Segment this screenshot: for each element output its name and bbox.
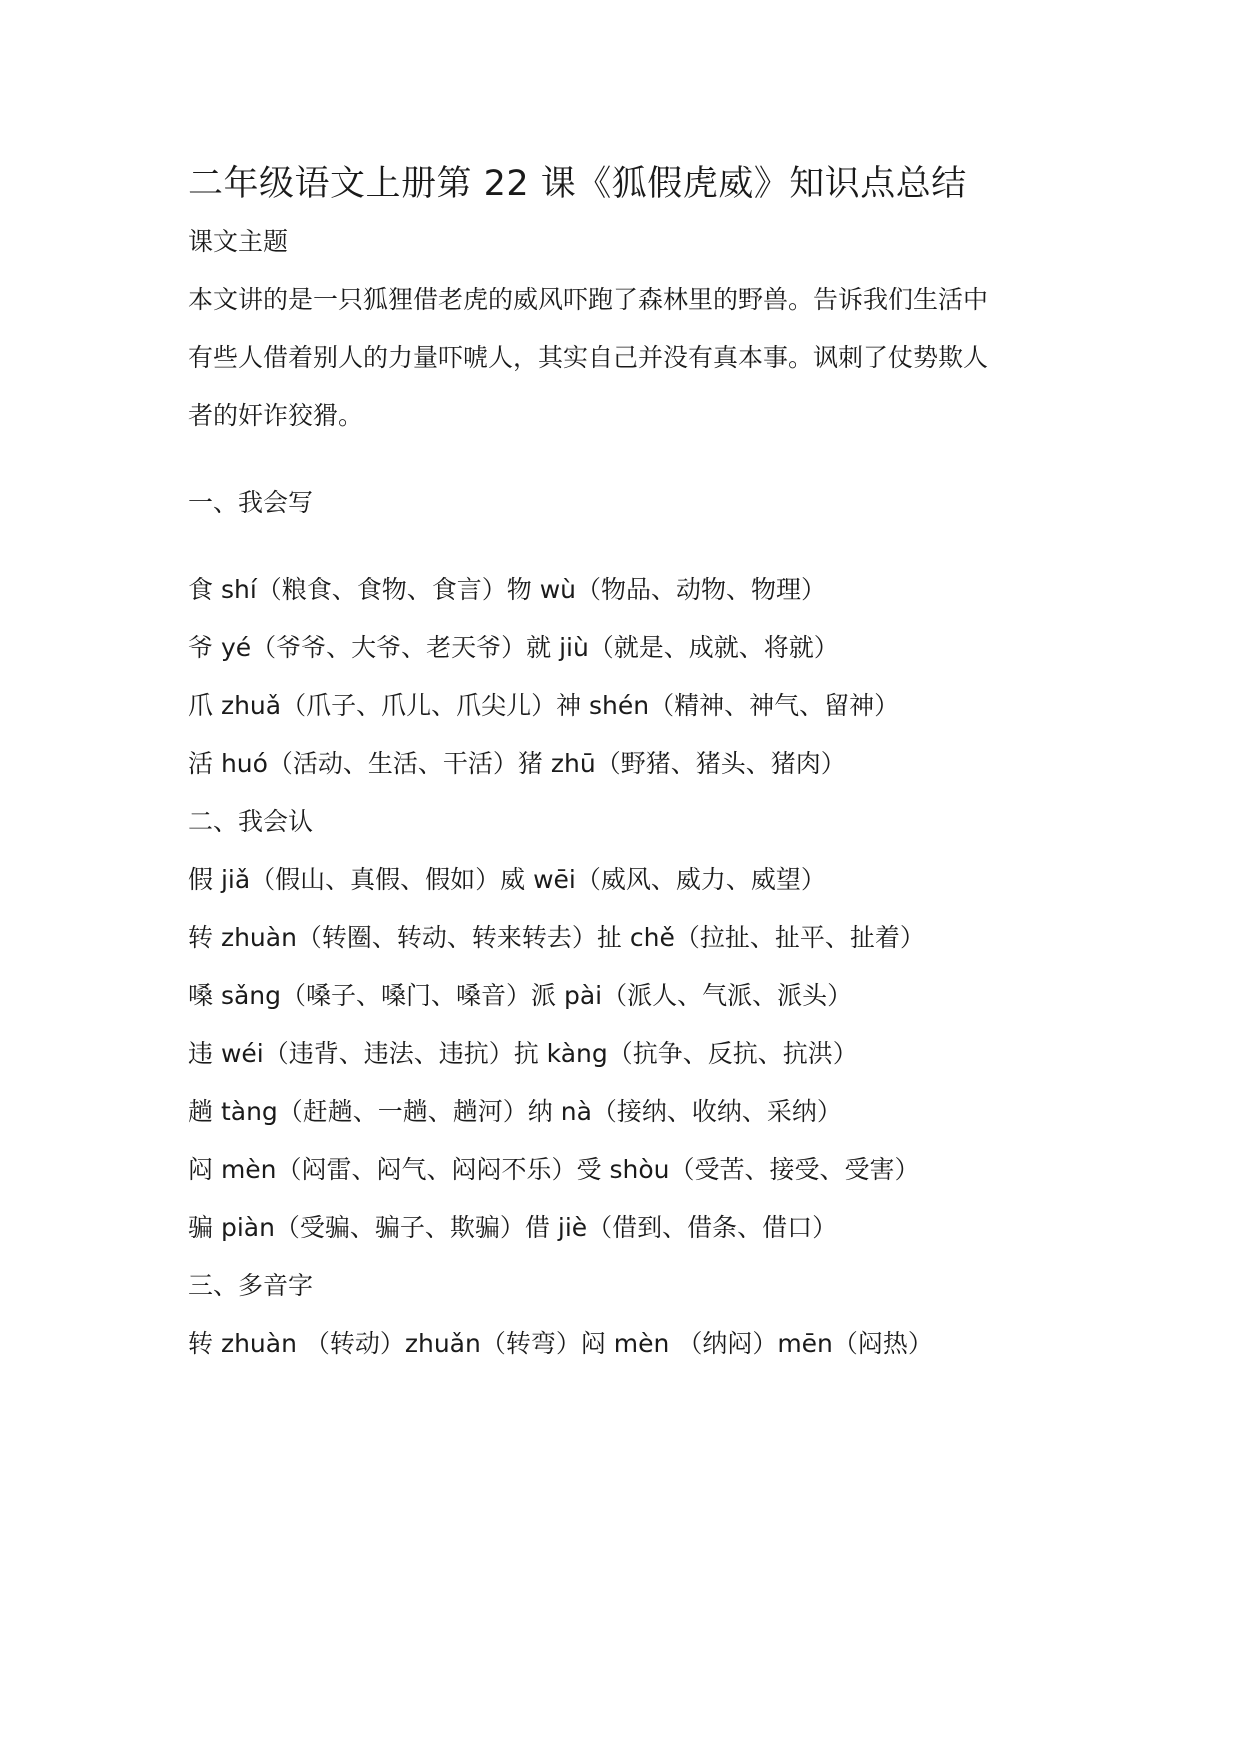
- section-heading-polyphone: 三、多音字: [188, 1271, 314, 1300]
- vocab-line: 假 jiǎ（假山、真假、假如）威 wēi（威风、威力、威望）: [188, 865, 826, 894]
- section-heading-write: 一、我会写: [188, 488, 314, 517]
- polyphone-line: 转 zhuàn （转动）zhuǎn（转弯）闷 mèn （纳闷）mēn（闷热）: [188, 1329, 933, 1358]
- section-heading-recognize: 二、我会认: [188, 807, 314, 836]
- theme-paragraph-line: 者的奸诈狡猾。: [188, 401, 364, 430]
- vocab-line: 活 huó（活动、生活、干活）猪 zhū（野猪、猪头、猪肉）: [188, 749, 846, 778]
- vocab-line: 食 shí（粮食、食物、食言）物 wù（物品、动物、物理）: [188, 575, 827, 604]
- vocab-line: 闷 mèn（闷雷、闷气、闷闷不乐）受 shòu（受苦、接受、受害）: [188, 1155, 920, 1184]
- vocab-line: 转 zhuàn（转圈、转动、转来转去）扯 chě（拉扯、扯平、扯着）: [188, 923, 925, 952]
- theme-paragraph-line: 本文讲的是一只狐狸借老虎的威风吓跑了森林里的野兽。告诉我们生活中: [188, 285, 989, 314]
- vocab-line: 爷 yé（爷爷、大爷、老天爷）就 jiù（就是、成就、将就）: [188, 633, 839, 662]
- theme-heading: 课文主题: [188, 227, 289, 256]
- vocab-line: 爪 zhuǎ（爪子、爪儿、爪尖儿）神 shén（精神、神气、留神）: [188, 691, 900, 720]
- page-title: 二年级语文上册第 22 课《狐假虎威》知识点总结: [188, 164, 967, 204]
- vocab-line: 趟 tàng（赶趟、一趟、趟河）纳 nà（接纳、收纳、采纳）: [188, 1097, 842, 1126]
- vocab-line: 骗 piàn（受骗、骗子、欺骗）借 jiè（借到、借条、借口）: [188, 1213, 838, 1242]
- vocab-line: 嗓 sǎng（嗓子、嗓门、嗓音）派 pài（派人、气派、派头）: [188, 981, 853, 1010]
- vocab-line: 违 wéi（违背、违法、违抗）抗 kàng（抗争、反抗、抗洪）: [188, 1039, 858, 1068]
- theme-paragraph-line: 有些人借着别人的力量吓唬人，其实自己并没有真本事。讽刺了仗势欺人: [188, 343, 989, 372]
